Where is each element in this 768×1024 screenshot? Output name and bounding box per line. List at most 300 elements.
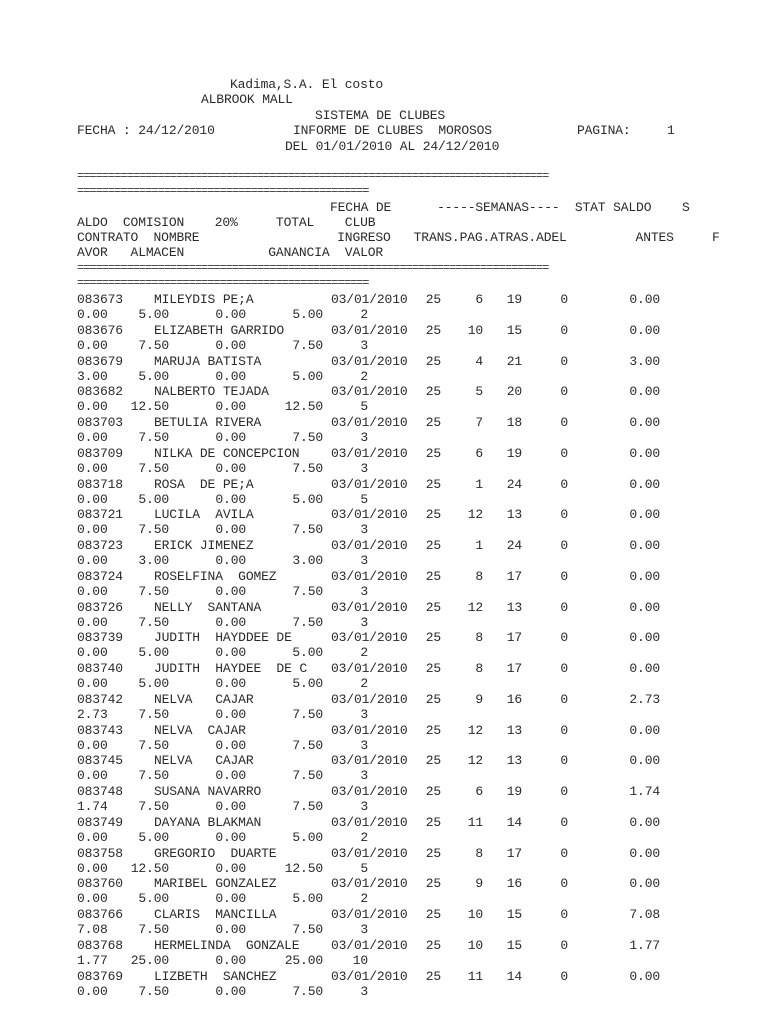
record-contract: 083769 <box>77 969 123 984</box>
record-almacen: 7.50 <box>138 799 169 814</box>
record-date: 03/01/2010 <box>331 292 408 307</box>
record-almacen: 5.00 <box>138 369 169 384</box>
record-adel: 0 <box>560 630 568 645</box>
record-almacen: 12.50 <box>130 861 169 876</box>
record-ganancia: 0.00 <box>215 922 246 937</box>
record-adel: 0 <box>560 784 568 799</box>
record-favor: 7.08 <box>77 922 108 937</box>
record-trans: 25 <box>425 969 441 984</box>
record-contract: 083768 <box>77 938 123 953</box>
record-date: 03/01/2010 <box>331 876 408 891</box>
record-antes: 0.00 <box>629 630 660 645</box>
record-ganancia: 0.00 <box>215 707 246 722</box>
record-favor: 1.74 <box>77 799 108 814</box>
record-atras: 13 <box>506 753 522 768</box>
record-contract: 083703 <box>77 415 123 430</box>
record-pag: 7 <box>475 415 483 430</box>
record-date: 03/01/2010 <box>331 969 408 984</box>
record-atras: 17 <box>506 846 522 861</box>
record-antes: 0.00 <box>629 969 660 984</box>
branch-name: ALBROOK MALL <box>201 92 293 107</box>
record-club: 3 <box>360 522 368 537</box>
record-antes: 0.00 <box>629 292 660 307</box>
separator-long: ============================================================================ <box>77 261 549 275</box>
record-club: 3 <box>360 338 368 353</box>
record-name: JUDITH HAYDEE DE C <box>154 661 308 676</box>
record-club: 3 <box>360 922 368 937</box>
page-label: PAGINA: <box>577 123 631 138</box>
record-adel: 0 <box>560 446 568 461</box>
record-club: 3 <box>360 553 368 568</box>
record-adel: 0 <box>560 477 568 492</box>
record-valor: 7.50 <box>292 338 323 353</box>
record-valor: 7.50 <box>292 430 323 445</box>
record-club: 3 <box>360 615 368 630</box>
record-atras: 15 <box>506 938 522 953</box>
record-date: 03/01/2010 <box>331 446 408 461</box>
record-atras: 18 <box>506 415 522 430</box>
record-adel: 0 <box>560 876 568 891</box>
record-date: 03/01/2010 <box>331 630 408 645</box>
record-atras: 14 <box>506 815 522 830</box>
record-name: JUDITH HAYDDEE DE <box>154 630 292 645</box>
record-favor: 0.00 <box>77 645 108 660</box>
record-club: 2 <box>360 369 368 384</box>
record-pag: 11 <box>467 969 483 984</box>
record-favor: 0.00 <box>77 553 108 568</box>
record-almacen: 7.50 <box>138 584 169 599</box>
record-pag: 5 <box>475 384 483 399</box>
record-club: 5 <box>360 399 368 414</box>
record-antes: 2.73 <box>629 692 660 707</box>
report-date: FECHA : 24/12/2010 <box>77 123 215 138</box>
record-club: 3 <box>360 799 368 814</box>
record-antes: 0.00 <box>629 384 660 399</box>
record-contract: 083748 <box>77 784 123 799</box>
record-valor: 7.50 <box>292 799 323 814</box>
record-trans: 25 <box>425 600 441 615</box>
record-ganancia: 0.00 <box>215 338 246 353</box>
record-valor: 7.50 <box>292 768 323 783</box>
record-date: 03/01/2010 <box>331 815 408 830</box>
record-adel: 0 <box>560 938 568 953</box>
record-pag: 6 <box>475 292 483 307</box>
record-trans: 25 <box>425 907 441 922</box>
record-contract: 083679 <box>77 354 123 369</box>
record-atras: 17 <box>506 569 522 584</box>
record-pag: 9 <box>475 876 483 891</box>
record-pag: 10 <box>467 323 483 338</box>
record-trans: 25 <box>425 292 441 307</box>
record-club: 2 <box>360 307 368 322</box>
record-adel: 0 <box>560 907 568 922</box>
record-contract: 083758 <box>77 846 123 861</box>
record-almacen: 5.00 <box>138 492 169 507</box>
record-valor: 3.00 <box>292 553 323 568</box>
record-valor: 7.50 <box>292 584 323 599</box>
record-ganancia: 0.00 <box>215 676 246 691</box>
record-date: 03/01/2010 <box>331 907 408 922</box>
record-contract: 083745 <box>77 753 123 768</box>
record-almacen: 5.00 <box>138 645 169 660</box>
record-almacen: 7.50 <box>138 461 169 476</box>
record-ganancia: 0.00 <box>215 861 246 876</box>
record-name: CLARIS MANCILLA <box>154 907 277 922</box>
record-club: 10 <box>352 953 368 968</box>
record-favor: 0.00 <box>77 430 108 445</box>
record-valor: 5.00 <box>292 891 323 906</box>
record-club: 3 <box>360 707 368 722</box>
record-name: NELLY SANTANA <box>154 600 262 615</box>
record-adel: 0 <box>560 753 568 768</box>
record-contract: 083721 <box>77 507 123 522</box>
record-almacen: 7.50 <box>138 338 169 353</box>
record-club: 3 <box>360 738 368 753</box>
record-date: 03/01/2010 <box>331 938 408 953</box>
record-favor: 3.00 <box>77 369 108 384</box>
record-valor: 12.50 <box>284 861 323 876</box>
record-atras: 24 <box>506 477 522 492</box>
record-name: MARIBEL GONZALEZ <box>154 876 277 891</box>
record-contract: 083740 <box>77 661 123 676</box>
record-date: 03/01/2010 <box>331 784 408 799</box>
column-header-line1: FECHA DE -----SEMANAS---- STAT SALDO S <box>330 200 690 215</box>
record-club: 3 <box>360 768 368 783</box>
record-almacen: 5.00 <box>138 307 169 322</box>
record-ganancia: 0.00 <box>215 953 246 968</box>
record-atras: 19 <box>506 446 522 461</box>
record-name: MARUJA BATISTA <box>154 354 262 369</box>
record-pag: 10 <box>467 938 483 953</box>
record-ganancia: 0.00 <box>215 492 246 507</box>
record-atras: 13 <box>506 507 522 522</box>
record-ganancia: 0.00 <box>215 645 246 660</box>
record-contract: 083726 <box>77 600 123 615</box>
record-almacen: 5.00 <box>138 830 169 845</box>
record-name: GREGORIO DUARTE <box>154 846 277 861</box>
record-ganancia: 0.00 <box>215 369 246 384</box>
record-valor: 7.50 <box>292 707 323 722</box>
record-almacen: 25.00 <box>130 953 169 968</box>
record-ganancia: 0.00 <box>215 307 246 322</box>
record-atras: 20 <box>506 384 522 399</box>
record-antes: 0.00 <box>629 600 660 615</box>
record-almacen: 7.50 <box>138 768 169 783</box>
record-name: ERICK JIMENEZ <box>154 538 254 553</box>
record-contract: 083724 <box>77 569 123 584</box>
record-ganancia: 0.00 <box>215 830 246 845</box>
record-pag: 8 <box>475 846 483 861</box>
record-club: 5 <box>360 861 368 876</box>
record-date: 03/01/2010 <box>331 507 408 522</box>
record-almacen: 7.50 <box>138 522 169 537</box>
record-trans: 25 <box>425 753 441 768</box>
record-pag: 10 <box>467 907 483 922</box>
record-favor: 0.00 <box>77 584 108 599</box>
column-header-line4: AVOR ALMACEN GANANCIA VALOR <box>77 245 384 260</box>
record-pag: 12 <box>467 753 483 768</box>
record-almacen: 7.50 <box>138 922 169 937</box>
record-antes: 1.77 <box>629 938 660 953</box>
record-adel: 0 <box>560 846 568 861</box>
record-atras: 16 <box>506 692 522 707</box>
record-adel: 0 <box>560 692 568 707</box>
record-ganancia: 0.00 <box>215 891 246 906</box>
record-pag: 8 <box>475 569 483 584</box>
record-antes: 0.00 <box>629 415 660 430</box>
record-favor: 0.00 <box>77 461 108 476</box>
record-valor: 5.00 <box>292 645 323 660</box>
record-club: 2 <box>360 645 368 660</box>
record-ganancia: 0.00 <box>215 984 246 999</box>
record-club: 5 <box>360 492 368 507</box>
record-adel: 0 <box>560 815 568 830</box>
record-pag: 8 <box>475 661 483 676</box>
record-antes: 0.00 <box>629 876 660 891</box>
record-ganancia: 0.00 <box>215 430 246 445</box>
record-trans: 25 <box>425 846 441 861</box>
record-date: 03/01/2010 <box>331 354 408 369</box>
record-club: 3 <box>360 461 368 476</box>
record-adel: 0 <box>560 415 568 430</box>
record-almacen: 7.50 <box>138 984 169 999</box>
record-adel: 0 <box>560 723 568 738</box>
report-date-range: DEL 01/01/2010 AL 24/12/2010 <box>285 139 500 154</box>
record-contract: 083682 <box>77 384 123 399</box>
record-trans: 25 <box>425 630 441 645</box>
record-pag: 12 <box>467 723 483 738</box>
company-name: Kadima,S.A. El costo <box>230 77 384 92</box>
record-name: ROSA DE PE;A <box>154 477 254 492</box>
record-date: 03/01/2010 <box>331 415 408 430</box>
record-favor: 1.77 <box>77 953 108 968</box>
record-antes: 0.00 <box>629 753 660 768</box>
record-atras: 21 <box>506 354 522 369</box>
record-atras: 16 <box>506 876 522 891</box>
record-contract: 083673 <box>77 292 123 307</box>
record-date: 03/01/2010 <box>331 600 408 615</box>
record-antes: 0.00 <box>629 507 660 522</box>
record-name: SUSANA NAVARRO <box>154 784 262 799</box>
record-adel: 0 <box>560 384 568 399</box>
record-valor: 7.50 <box>292 615 323 630</box>
record-antes: 0.00 <box>629 477 660 492</box>
record-valor: 5.00 <box>292 676 323 691</box>
record-favor: 0.00 <box>77 861 108 876</box>
record-pag: 12 <box>467 600 483 615</box>
record-trans: 25 <box>425 323 441 338</box>
record-atras: 19 <box>506 292 522 307</box>
record-ganancia: 0.00 <box>215 399 246 414</box>
record-club: 2 <box>360 676 368 691</box>
record-name: NELVA CAJAR <box>154 753 254 768</box>
record-ganancia: 0.00 <box>215 799 246 814</box>
record-almacen: 7.50 <box>138 615 169 630</box>
record-atras: 13 <box>506 723 522 738</box>
record-antes: 0.00 <box>629 661 660 676</box>
record-name: DAYANA BLAKMAN <box>154 815 262 830</box>
record-favor: 0.00 <box>77 984 108 999</box>
record-almacen: 5.00 <box>138 676 169 691</box>
record-adel: 0 <box>560 569 568 584</box>
record-date: 03/01/2010 <box>331 538 408 553</box>
record-favor: 0.00 <box>77 307 108 322</box>
record-atras: 17 <box>506 661 522 676</box>
separator-short: =============================================== <box>77 276 369 290</box>
record-almacen: 5.00 <box>138 891 169 906</box>
record-atras: 15 <box>506 907 522 922</box>
record-pag: 6 <box>475 784 483 799</box>
record-date: 03/01/2010 <box>331 384 408 399</box>
record-valor: 7.50 <box>292 522 323 537</box>
record-adel: 0 <box>560 600 568 615</box>
record-trans: 25 <box>425 692 441 707</box>
record-favor: 0.00 <box>77 768 108 783</box>
record-date: 03/01/2010 <box>331 753 408 768</box>
record-name: BETULIA RIVERA <box>154 415 262 430</box>
record-adel: 0 <box>560 507 568 522</box>
record-adel: 0 <box>560 292 568 307</box>
page-number: 1 <box>667 123 675 138</box>
record-ganancia: 0.00 <box>215 768 246 783</box>
system-name: SISTEMA DE CLUBES <box>315 108 446 123</box>
record-valor: 7.50 <box>292 922 323 937</box>
record-club: 3 <box>360 584 368 599</box>
record-almacen: 7.50 <box>138 707 169 722</box>
record-pag: 4 <box>475 354 483 369</box>
record-antes: 0.00 <box>629 723 660 738</box>
record-antes: 1.74 <box>629 784 660 799</box>
record-pag: 8 <box>475 630 483 645</box>
column-header-line3: CONTRATO NOMBRE INGRESO TRANS.PAG.ATRAS.ADEL ANTES F <box>77 230 720 245</box>
record-trans: 25 <box>425 784 441 799</box>
record-contract: 083676 <box>77 323 123 338</box>
record-trans: 25 <box>425 938 441 953</box>
record-atras: 13 <box>506 600 522 615</box>
record-date: 03/01/2010 <box>331 723 408 738</box>
record-date: 03/01/2010 <box>331 846 408 861</box>
record-valor: 5.00 <box>292 369 323 384</box>
record-name: NALBERTO TEJADA <box>154 384 269 399</box>
record-pag: 11 <box>467 815 483 830</box>
record-trans: 25 <box>425 569 441 584</box>
record-trans: 25 <box>425 815 441 830</box>
record-contract: 083760 <box>77 876 123 891</box>
record-name: MILEYDIS PE;A <box>154 292 254 307</box>
record-name: LIZBETH SANCHEZ <box>154 969 277 984</box>
separator-long: ============================================================================ <box>77 169 549 183</box>
record-trans: 25 <box>425 507 441 522</box>
record-trans: 25 <box>425 384 441 399</box>
record-name: NELVA CAJAR <box>154 723 246 738</box>
record-trans: 25 <box>425 446 441 461</box>
record-atras: 19 <box>506 784 522 799</box>
record-antes: 0.00 <box>629 569 660 584</box>
record-favor: 0.00 <box>77 522 108 537</box>
record-favor: 0.00 <box>77 338 108 353</box>
record-valor: 7.50 <box>292 984 323 999</box>
record-favor: 0.00 <box>77 738 108 753</box>
record-valor: 12.50 <box>284 399 323 414</box>
record-pag: 1 <box>475 538 483 553</box>
record-trans: 25 <box>425 354 441 369</box>
record-trans: 25 <box>425 538 441 553</box>
record-adel: 0 <box>560 661 568 676</box>
record-valor: 5.00 <box>292 492 323 507</box>
record-trans: 25 <box>425 477 441 492</box>
record-valor: 25.00 <box>284 953 323 968</box>
record-ganancia: 0.00 <box>215 615 246 630</box>
record-antes: 0.00 <box>629 815 660 830</box>
record-valor: 7.50 <box>292 738 323 753</box>
record-name: ELIZABETH GARRIDO <box>154 323 285 338</box>
record-contract: 083723 <box>77 538 123 553</box>
record-favor: 0.00 <box>77 399 108 414</box>
record-favor: 2.73 <box>77 707 108 722</box>
record-trans: 25 <box>425 723 441 738</box>
record-date: 03/01/2010 <box>331 323 408 338</box>
record-adel: 0 <box>560 354 568 369</box>
record-antes: 7.08 <box>629 907 660 922</box>
record-ganancia: 0.00 <box>215 738 246 753</box>
record-name: NELVA CAJAR <box>154 692 254 707</box>
record-antes: 0.00 <box>629 538 660 553</box>
record-club: 2 <box>360 891 368 906</box>
record-adel: 0 <box>560 969 568 984</box>
record-contract: 083749 <box>77 815 123 830</box>
record-favor: 0.00 <box>77 492 108 507</box>
record-contract: 083766 <box>77 907 123 922</box>
record-favor: 0.00 <box>77 830 108 845</box>
record-ganancia: 0.00 <box>215 461 246 476</box>
record-favor: 0.00 <box>77 676 108 691</box>
record-name: ROSELFINA GOMEZ <box>154 569 277 584</box>
record-contract: 083739 <box>77 630 123 645</box>
record-date: 03/01/2010 <box>331 692 408 707</box>
record-almacen: 12.50 <box>130 399 169 414</box>
record-date: 03/01/2010 <box>331 569 408 584</box>
record-antes: 0.00 <box>629 846 660 861</box>
record-valor: 5.00 <box>292 307 323 322</box>
record-pag: 12 <box>467 507 483 522</box>
record-contract: 083718 <box>77 477 123 492</box>
record-valor: 5.00 <box>292 830 323 845</box>
record-pag: 1 <box>475 477 483 492</box>
record-club: 3 <box>360 430 368 445</box>
record-contract: 083743 <box>77 723 123 738</box>
record-club: 2 <box>360 830 368 845</box>
column-header-line2: ALDO COMISION 20% TOTAL CLUB <box>77 215 376 230</box>
record-name: LUCILA AVILA <box>154 507 254 522</box>
record-name: NILKA DE CONCEPCION <box>154 446 300 461</box>
record-almacen: 3.00 <box>138 553 169 568</box>
record-trans: 25 <box>425 661 441 676</box>
report-title: INFORME DE CLUBES MOROSOS <box>293 123 492 138</box>
record-date: 03/01/2010 <box>331 477 408 492</box>
record-name: HERMELINDA GONZALE <box>154 938 300 953</box>
record-atras: 14 <box>506 969 522 984</box>
record-pag: 9 <box>475 692 483 707</box>
record-club: 3 <box>360 984 368 999</box>
record-almacen: 7.50 <box>138 738 169 753</box>
record-ganancia: 0.00 <box>215 553 246 568</box>
record-adel: 0 <box>560 323 568 338</box>
record-ganancia: 0.00 <box>215 584 246 599</box>
record-valor: 7.50 <box>292 461 323 476</box>
record-date: 03/01/2010 <box>331 661 408 676</box>
separator-short: =============================================== <box>77 184 369 198</box>
record-antes: 0.00 <box>629 446 660 461</box>
